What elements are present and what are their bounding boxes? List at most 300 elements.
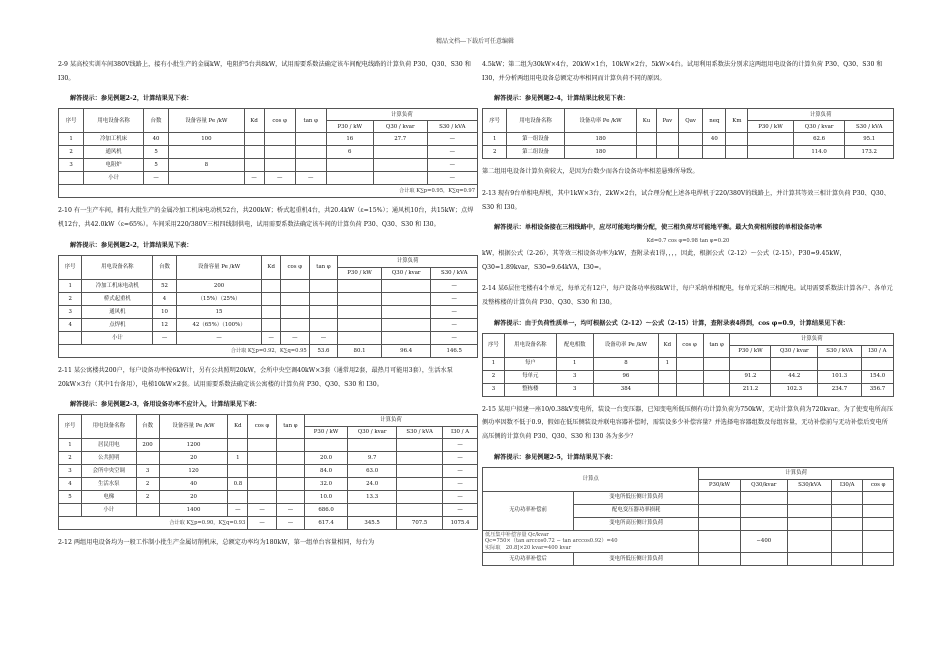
table-cell — [679, 133, 703, 146]
table-row — [483, 383, 894, 396]
table-cell — [397, 439, 443, 452]
table-cell — [679, 146, 703, 159]
table-cell: 42（65%）（100%） — [176, 318, 262, 331]
table-header-cell: Kd — [262, 255, 280, 279]
table-header-cell: 设备容量 Pe /kW — [176, 255, 262, 279]
table-header-cell: tan φ — [295, 109, 326, 133]
table-cell: 通风机 — [84, 146, 144, 159]
table-cell: 1 — [59, 439, 82, 452]
table-header-cell: Km — [726, 109, 748, 133]
table-header-cell: 设备功率 Pe /kW — [564, 109, 637, 133]
table-cell: 4 — [153, 292, 176, 305]
table-cell: 96 — [593, 370, 659, 383]
table-cell: 电阻炉 — [84, 159, 144, 172]
table-cell: （15%）（25%） — [176, 292, 262, 305]
table-header-cell: 台数 — [143, 109, 168, 133]
table-cell: — — [228, 504, 248, 517]
table-cell — [264, 146, 295, 159]
table-cell: — — [176, 331, 262, 344]
hint-2-15 — [494, 452, 894, 463]
table-cell: 173.2 — [845, 146, 894, 159]
table-cell — [659, 383, 676, 396]
table-cell: 180 — [564, 133, 637, 146]
formula-2-13: Kd=0.7 cos φ=0.98 tan φ=0.20 — [646, 237, 730, 244]
table-header-cell: Pav — [656, 109, 679, 133]
table-2-9 — [58, 108, 478, 198]
table-cell: — — [153, 331, 176, 344]
left-column — [58, 58, 478, 558]
table-cell — [373, 159, 427, 172]
table-cell: — — [431, 305, 478, 318]
table-cell: 无功功率补偿后 — [483, 553, 574, 566]
table-cell: 114.0 — [793, 146, 845, 159]
table-cell: 通风机 — [82, 305, 153, 318]
table-cell — [656, 133, 679, 146]
table-cell — [280, 292, 309, 305]
table-cell: — — [427, 159, 477, 172]
table-header-cell: 计算负荷 — [699, 467, 894, 479]
table-cell — [637, 146, 656, 159]
table-cell: 1200 — [159, 439, 228, 452]
table-header-cell: 计算负荷 — [326, 109, 477, 121]
note-line: 实际取 20.8]×20 kvar=400 kvar — [485, 544, 572, 551]
table-cell — [59, 504, 82, 517]
table-cell: 1 — [59, 279, 82, 292]
table-cell — [136, 452, 159, 465]
table-header-cell: S30 / kVA — [431, 267, 478, 279]
table-cell: 电梯 — [82, 491, 137, 504]
table-cell: 12 — [153, 318, 176, 331]
table-cell: 配电变压器功率损耗 — [573, 504, 698, 517]
table-header-row — [59, 415, 478, 427]
table-header-cell: P30 / kW — [338, 267, 382, 279]
table-cell — [397, 504, 443, 517]
table-cell: 2 — [136, 478, 159, 491]
table-cell: 5 — [143, 146, 168, 159]
table-cell: 53.6 — [309, 344, 338, 357]
table-cell: 生活水泵 — [82, 478, 137, 491]
table-cell: — — [244, 172, 264, 185]
table-cell — [276, 439, 304, 452]
table-cell: 40 — [703, 133, 726, 146]
table-cell — [730, 357, 771, 370]
hint-2-10 — [70, 240, 478, 251]
table-cell — [726, 146, 748, 159]
table-header-cell: Q30/kvar — [740, 479, 788, 491]
table-cell: — — [443, 491, 478, 504]
hint-text: 解答提示：由于负荷性质单一，均可根据公式（2-12）～公式（2-15）计算，查附录表4得到，cos φ=0.9，计算结果见下表： — [494, 319, 849, 327]
table-header-cell: S30 / kVA — [397, 427, 443, 439]
table-cell: 合计取 K∑p=0.95，K∑q=0.97 — [59, 185, 478, 198]
hint-2-9 — [70, 93, 478, 104]
table-header-cell: P30 / kW — [305, 427, 348, 439]
right-column — [482, 58, 894, 572]
table-cell: 每户 — [504, 357, 556, 370]
note-line: 低压集中补偿容量 Qc/kvar — [485, 531, 549, 538]
table-cell — [228, 439, 248, 452]
table-cell: — — [427, 146, 477, 159]
table-cell: 40 — [143, 133, 168, 146]
table-cell: 707.5 — [397, 517, 443, 530]
table-2-12 — [482, 108, 894, 159]
table-cell — [338, 331, 382, 344]
table-cell — [326, 172, 373, 185]
problem-2-11: 2-11 某公寓楼共200户，每户设备功率按6kW计，另有公共照明20kW，会所中央空调40kW×3套（通常用2套，最热月可能用3套），生活水泵20kW×3台（其中1台备用），电梯10kW×2套。试用需要系数法确定该公寓楼的计算负荷 P30、Q30、S30 和 I30。 — [58, 366, 453, 388]
table-row — [59, 344, 478, 357]
table-cell: 点焊机 — [82, 318, 153, 331]
table-cell: 1 — [228, 452, 248, 465]
table-cell — [637, 133, 656, 146]
table-cell: 384 — [593, 383, 659, 396]
problem-2-13: 2-13 现有9台单相电焊机，其中1kW×3台，2kW×2台，试合理分配上述各电焊机于220/380V的线路上，并计算其等效三相计算负荷 P30、Q30、S30 和 I30。 — [482, 190, 890, 211]
table-cell: 20 — [159, 452, 228, 465]
table-header-cell: 设备容量 Pe /kW — [159, 415, 228, 439]
table-cell: 154.0 — [861, 370, 893, 383]
table-cell — [262, 305, 280, 318]
table-cell: 20.0 — [305, 452, 348, 465]
table-cell: 356.7 — [861, 383, 893, 396]
table-cell: 96.4 — [381, 344, 431, 357]
table-cell — [280, 305, 309, 318]
table-cell — [264, 133, 295, 146]
table-cell: 180 — [564, 146, 637, 159]
table-cell — [676, 370, 703, 383]
table-cell: 2 — [59, 146, 84, 159]
table-header-cell: 序号 — [483, 109, 507, 133]
table-cell: 3 — [59, 159, 84, 172]
table-cell — [748, 133, 793, 146]
table-header-cell: cos φ — [264, 109, 295, 133]
table-cell: — — [248, 517, 276, 530]
table-cell — [703, 146, 726, 159]
table-header-cell: S30 / kVA — [845, 121, 894, 133]
table-header-cell: 用电设备名称 — [507, 109, 565, 133]
table-row — [59, 439, 478, 452]
table-row — [59, 133, 478, 146]
table-header-cell: 计算负荷 — [730, 333, 894, 345]
table-row — [59, 172, 478, 185]
table-header-cell: S30/kVA — [788, 479, 832, 491]
table-header-cell: P30 / kW — [730, 345, 771, 357]
problem-2-12-note: 第二组用电设备计算负荷较大，是因为台数少而各台设备功率相差悬殊所导致。 — [482, 168, 699, 176]
table-cell: 345.5 — [348, 517, 397, 530]
table-cell: 合计取 K∑p=0.92，K∑q=0.95 — [59, 344, 310, 357]
table-cell — [305, 439, 348, 452]
table-cell — [309, 292, 338, 305]
table-cell: 9.7 — [348, 452, 397, 465]
table-cell: — — [431, 279, 478, 292]
table-header-row — [483, 333, 894, 345]
table-header-cell: neq — [703, 109, 726, 133]
table-cell — [381, 305, 431, 318]
table-header-cell: 计算负荷 — [748, 109, 894, 121]
table-header-cell: Kd — [659, 333, 676, 357]
table-cell: 686.0 — [305, 504, 348, 517]
table-row — [59, 491, 478, 504]
table-cell — [169, 172, 244, 185]
table-cell: 1 — [59, 133, 84, 146]
table-cell — [338, 292, 382, 305]
table-cell: 91.2 — [730, 370, 771, 383]
table-cell: 变电所高压侧计算负荷 — [573, 517, 698, 530]
table-cell: 63.0 — [348, 465, 397, 478]
table-cell: 2 — [483, 370, 505, 383]
table-cell: 84.0 — [305, 465, 348, 478]
table-cell — [280, 279, 309, 292]
table-cell — [381, 318, 431, 331]
table-row — [59, 465, 478, 478]
table-cell: — — [143, 172, 168, 185]
table-cell: 100 — [169, 133, 244, 146]
table-header-cell: P30 / kW — [748, 121, 793, 133]
table-cell — [326, 159, 373, 172]
problem-2-10: 2-10 有一生产车间，拥有大批生产的金属冷加工机床电动机52台，共200kW；桥式起重机4台，共20.4kW（ε=15%）；通风机10台，共15kW；点焊机12台，共42.0kW（ε=65%）。车间采用220/380V三相四线制供电，试用需要系数法确定该车间的计算负荷 P30、Q30、S30 和 I30。 — [58, 207, 474, 229]
table-row — [59, 318, 478, 331]
table-cell — [280, 318, 309, 331]
table-cell — [676, 357, 703, 370]
hint-text: 解答提示：参见例题2-5，计算结果见下表： — [494, 453, 617, 461]
table-header-cell: P30/kW — [699, 479, 740, 491]
table-cell: — — [248, 504, 276, 517]
hint-text: 解答提示：单相设备接在三相线路中，应尽可能地均衡分配，使三相负荷尽可能地平衡。最大负荷相所接的单相设备功率 — [494, 224, 822, 232]
table-cell — [338, 305, 382, 318]
table-cell: 第二组设备 — [507, 146, 565, 159]
table-cell — [659, 370, 676, 383]
table-cell — [228, 491, 248, 504]
table-cell — [703, 383, 730, 396]
table-cell: 44.2 — [771, 370, 818, 383]
table-row — [483, 357, 894, 370]
table-header-cell: tan φ — [276, 415, 304, 439]
table-cell: 小计 — [82, 331, 153, 344]
table-cell: 80.1 — [338, 344, 382, 357]
table-cell — [248, 491, 276, 504]
table-cell — [228, 465, 248, 478]
table-cell — [295, 146, 326, 159]
table-header-cell: Ku — [637, 109, 656, 133]
table-row — [59, 478, 478, 491]
table-header-cell: cos φ — [676, 333, 703, 357]
table-cell: 整栋楼 — [504, 383, 556, 396]
table-cell: 3 — [59, 465, 82, 478]
table-cell: 第一组设备 — [507, 133, 565, 146]
table-cell: 3 — [136, 465, 159, 478]
table-cell: 15 — [176, 305, 262, 318]
table-row — [483, 133, 894, 146]
table-cell: 2 — [59, 452, 82, 465]
table-header-cell: 序号 — [59, 415, 82, 439]
table-cell — [295, 159, 326, 172]
table-header-cell: Kd — [244, 109, 264, 133]
table-cell: 居民用电 — [82, 439, 137, 452]
table-cell — [169, 146, 244, 159]
problem-2-14: 2-14 某6层住宅楼有4个单元，每单元有12户，每户设备功率按8kW计，每户采纳单相配电，每单元采纳三相配电。试用需要系数法计算各户、各单元及整栋楼的计算负荷 P30、Q30、S30 和 I30。 — [482, 285, 893, 306]
table-row — [59, 292, 478, 305]
table-cell: 无功功率补偿前 — [483, 491, 574, 530]
table-header-row — [59, 255, 478, 267]
table-cell — [276, 478, 304, 491]
hint-2-13 — [494, 222, 894, 233]
table-cell — [381, 279, 431, 292]
table-cell — [248, 478, 276, 491]
table-row — [59, 159, 478, 172]
table-cell — [295, 133, 326, 146]
table-cell: 小计 — [84, 172, 144, 185]
table-cell: 6 — [326, 146, 373, 159]
table-cell: 4 — [59, 478, 82, 491]
table-cell — [703, 370, 730, 383]
table-cell — [338, 279, 382, 292]
table-header-cell: Kd — [228, 415, 248, 439]
table-cell — [676, 383, 703, 396]
table-cell — [703, 357, 730, 370]
table-cell: 101.3 — [818, 370, 862, 383]
table-cell: 3 — [59, 305, 82, 318]
table-cell: 0.8 — [228, 478, 248, 491]
table-header-cell: tan φ — [703, 333, 730, 357]
table-header-cell: 用电设备名称 — [82, 415, 137, 439]
table-header-cell: Q30 / kvar — [793, 121, 845, 133]
table-cell — [348, 504, 397, 517]
table-cell: 10.0 — [305, 491, 348, 504]
table-cell: 32.0 — [305, 478, 348, 491]
table-cell — [373, 172, 427, 185]
table-header-cell: I30 / A — [443, 427, 478, 439]
problem-2-13-result: kW，根据公式（2-26），其等效三相设备功率为kW，查附录表1得，，，，因此，根据公式（2-12）～公式（2-15），P30=9.45kW，Q30=1.89kvar，S30=9.64kVA，I30=。 — [482, 250, 846, 271]
table-cell — [726, 133, 748, 146]
table-header-cell: Q30 / kvar — [771, 345, 818, 357]
table-cell — [248, 439, 276, 452]
table-cell: 20 — [159, 491, 228, 504]
table-cell: — — [309, 331, 338, 344]
table-cell — [309, 305, 338, 318]
table-cell — [381, 292, 431, 305]
table-cell: 1 — [483, 133, 507, 146]
table-cell: 1 — [556, 357, 593, 370]
table-cell — [262, 318, 280, 331]
hint-text: 解答提示：参见例题2-4，计算结果比较见下表： — [494, 95, 629, 103]
table-cell: — — [280, 331, 309, 344]
table-header-cell: cos φ — [863, 479, 894, 491]
table-cell — [483, 530, 699, 553]
note-line: Qc=750×（tan arccos0.72 − tan arccos0.92）=40 — [485, 538, 618, 545]
table-header-cell: 计算点 — [483, 467, 699, 491]
table-cell — [276, 452, 304, 465]
problem-2-9: 2-9 某高校实训车间380V线路上，接有小批生产的金属kW，电阻炉5台共8kW，试用需要系数法确定该车间配电线路的计算负荷 P30、Q30、S30 和 I30。 — [58, 61, 471, 82]
table-cell: 小计 — [82, 504, 137, 517]
hint-text: 解答提示：参见例题2-3，备用设备功率不应计入，计算结果见下表： — [70, 401, 261, 409]
table-cell — [136, 504, 159, 517]
table-cell: 合计取 K∑p=0.90，K∑q=0.93 — [59, 517, 248, 530]
table-cell: 1 — [659, 357, 676, 370]
table-cell: — — [431, 292, 478, 305]
table-cell — [656, 146, 679, 159]
table-cell: 95.1 — [845, 133, 894, 146]
table-cell: 1 — [483, 357, 505, 370]
table-cell: 234.7 — [818, 383, 862, 396]
table-header-cell: I30/A — [832, 479, 863, 491]
table-cell: — — [427, 133, 477, 146]
table-header-cell: 计算负荷 — [338, 255, 478, 267]
table-header-cell: 序号 — [59, 255, 82, 279]
table-cell — [244, 133, 264, 146]
table-header-cell: 用电设备名称 — [84, 109, 144, 133]
table-cell: 桥式起重机 — [82, 292, 153, 305]
table-cell: — — [431, 331, 478, 344]
table-cell: 公共照明 — [82, 452, 137, 465]
table-cell: 变电所低压侧计算负荷 — [573, 491, 698, 504]
table-row — [59, 279, 478, 292]
table-cell: — — [262, 331, 280, 344]
table-cell: 617.4 — [305, 517, 348, 530]
table-cell: 2 — [483, 146, 507, 159]
table-cell: 3 — [483, 383, 505, 396]
table-cell: — — [295, 172, 326, 185]
table-cell: 40 — [159, 478, 228, 491]
table-cell: 16 — [326, 133, 373, 146]
table-header-row — [59, 109, 478, 121]
table-cell: 27.7 — [373, 133, 427, 146]
table-2-11 — [58, 414, 478, 530]
table-cell: — — [427, 172, 477, 185]
table-header-cell: cos φ — [280, 255, 309, 279]
table-header-row — [483, 109, 894, 121]
table-cell — [59, 172, 84, 185]
hint-2-12 — [494, 93, 894, 104]
table-cell: 冷加工机床电动机 — [82, 279, 153, 292]
table-header-cell: P30 / kW — [326, 121, 373, 133]
table-2-14 — [482, 333, 894, 397]
table-header-cell: Q30 / kvar — [348, 427, 397, 439]
table-cell — [244, 159, 264, 172]
table-row — [483, 146, 894, 159]
table-cell: 52 — [153, 279, 176, 292]
table-cell — [381, 331, 431, 344]
table-cell: 200 — [136, 439, 159, 452]
table-header-cell: 台数 — [136, 415, 159, 439]
table-cell — [397, 465, 443, 478]
table-2-15 — [482, 467, 894, 567]
table-cell — [248, 452, 276, 465]
table-header-cell: 设备容量 Pe /kW — [169, 109, 244, 133]
table-cell: — — [443, 465, 478, 478]
hint-text: 解答提示：参见例题2-2，计算结果见下表： — [70, 95, 193, 103]
table-header-cell: 用电设备名称 — [504, 333, 556, 357]
table-cell: 2 — [136, 491, 159, 504]
table-row — [59, 517, 478, 530]
problem-2-12-cont: 4.5kW；第二组为30kW×4台，20kW×1台，10kW×2台，5kW×4台。试用利用系数法分别求这两组用电设备的计算负荷 P30、Q30、S30 和 I30，并分析两组用电设备总额定功率相同而计算负荷不同的原因。 — [482, 61, 883, 82]
hint-2-11 — [70, 399, 478, 410]
table-header-cell: 序号 — [483, 333, 505, 357]
table-2-10 — [58, 255, 478, 358]
table-cell — [59, 331, 82, 344]
table-cell — [262, 292, 280, 305]
table-cell — [771, 357, 818, 370]
table-cell: 10 — [153, 305, 176, 318]
table-cell — [276, 465, 304, 478]
table-header-cell: Qav — [679, 109, 703, 133]
table-cell — [397, 478, 443, 491]
table-cell — [748, 146, 793, 159]
table-cell: — — [443, 439, 478, 452]
table-row — [59, 331, 478, 344]
hint-text: 解答提示：参见例题2-2，计算结果见下表： — [70, 241, 193, 249]
table-row — [483, 370, 894, 383]
table-header-cell: I30 / A — [861, 345, 893, 357]
table-cell: 1400 — [159, 504, 228, 517]
table-cell: 3 — [556, 370, 593, 383]
page-header: 精品文档---下载后可任意编辑 — [435, 38, 515, 45]
